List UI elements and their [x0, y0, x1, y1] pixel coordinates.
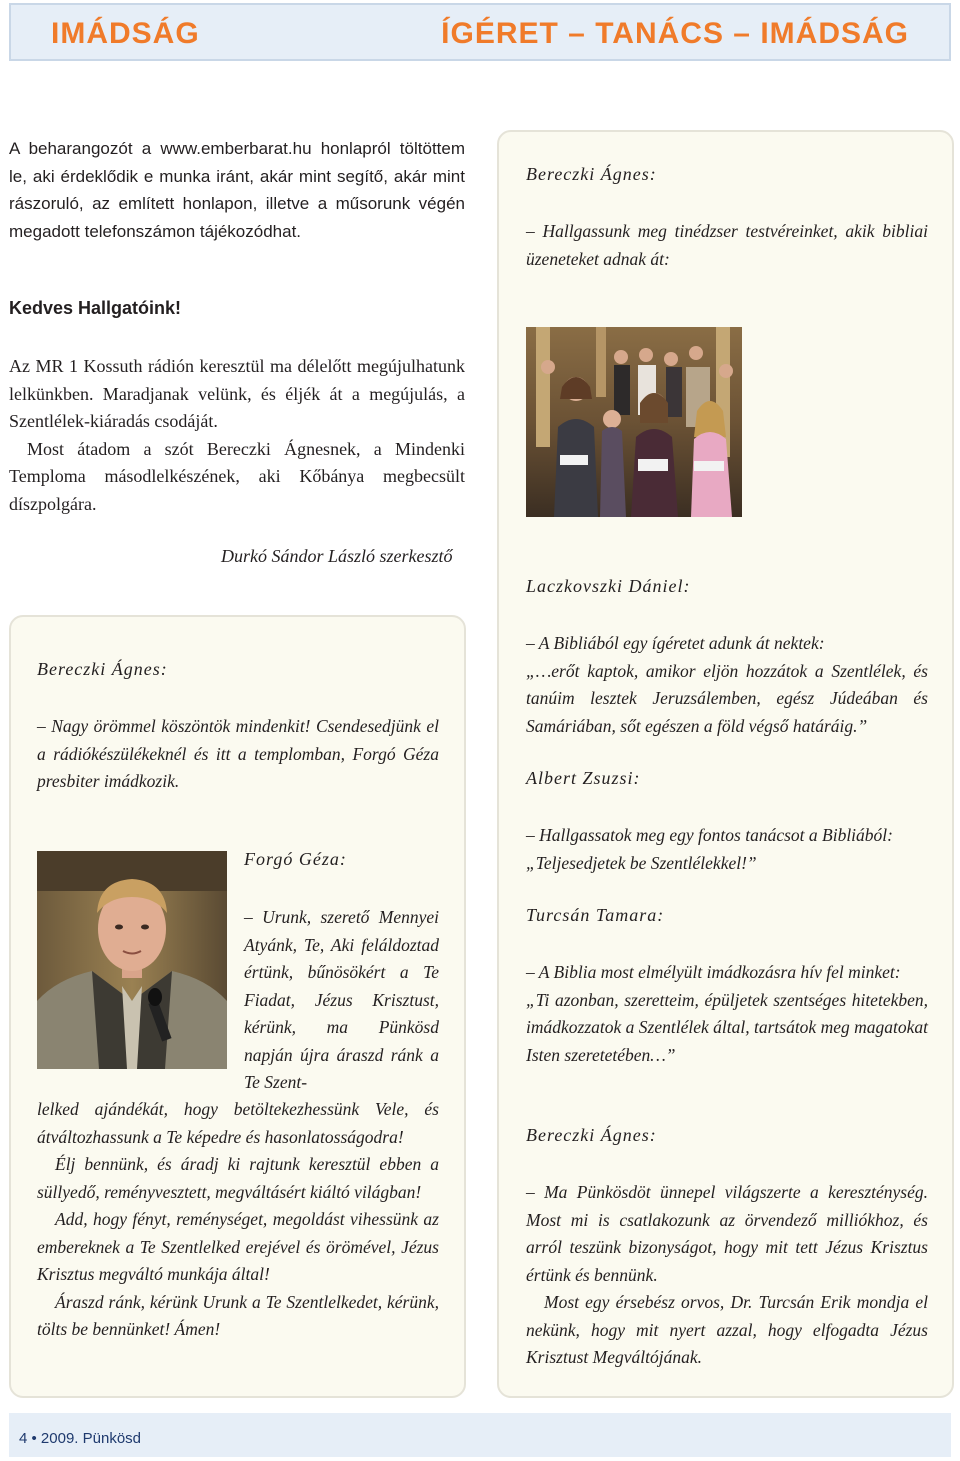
speaker-label: Bereczki Ágnes: — [37, 659, 168, 679]
message-block — [526, 822, 928, 877]
header-left-title: IMÁDSÁG — [51, 17, 200, 50]
choir-image — [526, 327, 742, 517]
speaker-label: Forgó Géza: — [244, 849, 347, 869]
speaker-label: Bereczki Ágnes: — [526, 1125, 657, 1145]
page-number-label: 4 • 2009. Pünkösd — [19, 1430, 142, 1447]
prayer-paragraph-2: Élj bennünk, és áradj ki rajtunk keresztül ebben a süllyedő, reményvesztett, megváltásért kiáltó világban! — [37, 1154, 439, 1202]
opening-speech — [9, 353, 465, 518]
closing-text-2: Most egy érsebész orvos, Dr. Turcsán Erik mondja el nekünk, hogy mit nyert azzal, hogy elfogadta Jézus Krisztust Megváltójának. — [526, 1292, 928, 1367]
page-footer — [9, 1413, 951, 1457]
message-intro: – A Bibliából egy ígéretet adunk át nektek: — [526, 633, 825, 653]
editor-signature: Durkó Sándor László szerkesztő — [221, 546, 453, 566]
teenagers-photo — [526, 327, 742, 517]
speech-paragraph-1: Az MR 1 Kossuth rádión keresztül ma délelőtt megújulhatunk lelkünkben. Maradjanak velünk, és éljék át a megújulás, a Szentlélek-kiáradás csodáját. — [9, 356, 465, 431]
welcome-text: – Nagy örömmel köszöntök mindenkit! Csendesedjünk el a rádiókészülékeknél és itt a templomban, Forgó Géza presbiter imádkozik. — [37, 716, 439, 791]
prayer-continuation: lelked ajándékát, hogy betöltekezhessünk Vele, és átváltozhassunk a Te képedre és hasonlatosságodra! — [37, 1099, 439, 1147]
message-intro: – Hallgassatok meg egy fontos tanácsot a Bibliából: — [526, 825, 893, 845]
closing-text: – Ma Pünkösdöt ünnepel világszerte a kereszténység. Most mi is csatlakozunk az örvendező milliókhoz, és arról teszünk bizonyságot, hogy mit tett Jézus Krisztus értünk és bennünk. — [526, 1182, 928, 1285]
prayer-body — [37, 1096, 439, 1344]
portrait-image — [37, 851, 227, 1069]
bible-quote: „Ti azonban, szeretteim, épüljetek szentséges hitetekben, imádkozzatok a Szentlélek által, tartsátok meg magatokat Isten szeretetében…” — [526, 989, 928, 1065]
bible-quote: „…erőt kaptok, amikor eljön hozzátok a Szentlélek, és tanúim lesztek Jeruzsálemben, egész Júdeában és Samáriában, sőt egészen a föld végső határáig.” — [526, 660, 928, 736]
message-block — [526, 959, 928, 1069]
speaker-label: Bereczki Ágnes: — [526, 164, 657, 184]
speech-paragraph-2: Most átadom a szót Bereczki Ágnesnek, a Mindenki Temploma másodlelkészének, aki Kőbánya megbecsült díszpolgára. — [9, 438, 465, 514]
page-header — [9, 3, 951, 61]
prayer-box — [9, 615, 466, 1398]
prayer-side-text: – Urunk, szerető Mennyei Atyánk, Te, Aki feláldoztad értünk, bűnösökért a Te Fiadat, Jézus Krisztust, kérünk, ma Pünkösd napján újra áraszd ránk a Te Szent- — [244, 907, 439, 1092]
speaker-label: Turcsán Tamara: — [526, 905, 665, 925]
prayer-paragraph-4: Áraszd ránk, kérünk Urunk a Te Szentlelkedet, kérünk, tölts be bennünket! Ámen! — [37, 1291, 439, 1339]
message-intro: – A Biblia most elmélyült imádkozásra hív fel minket: — [526, 962, 901, 982]
prayer-paragraph-3: Add, hogy fényt, reménységet, megoldást vihessünk az embereknek a Te Szentlelked erejével és örömével, Jézus Krisztus megváltó munkája által! — [37, 1209, 439, 1284]
greeting: Kedves Hallgatóink! — [9, 298, 182, 318]
header-right-title: ÍGÉRET – TANÁCS – IMÁDSÁG — [441, 17, 909, 50]
intro-paragraph: A beharangozót a www.emberbarat.hu honlapról töltöttem le, aki érdeklődik e munka iránt, akár mint segítő, akár mint rászoruló, az említett honlapon, illetve a műsorunk végén megadott telefonszámon tájékozódhat. — [9, 139, 465, 241]
message-block — [526, 1179, 928, 1372]
message-block — [526, 630, 928, 740]
bible-quote: „Teljesedjetek be Szentlélekkel!” — [526, 852, 757, 873]
forgo-geza-photo — [37, 851, 227, 1069]
speaker-label: Albert Zsuzsi: — [526, 768, 641, 788]
speaker-label: Laczkovszki Dániel: — [526, 576, 691, 596]
messages-box — [497, 130, 954, 1398]
intro-message: – Hallgassunk meg tinédzser testvéreinket, akik bibliai üzeneteket adnak át: — [526, 221, 928, 269]
